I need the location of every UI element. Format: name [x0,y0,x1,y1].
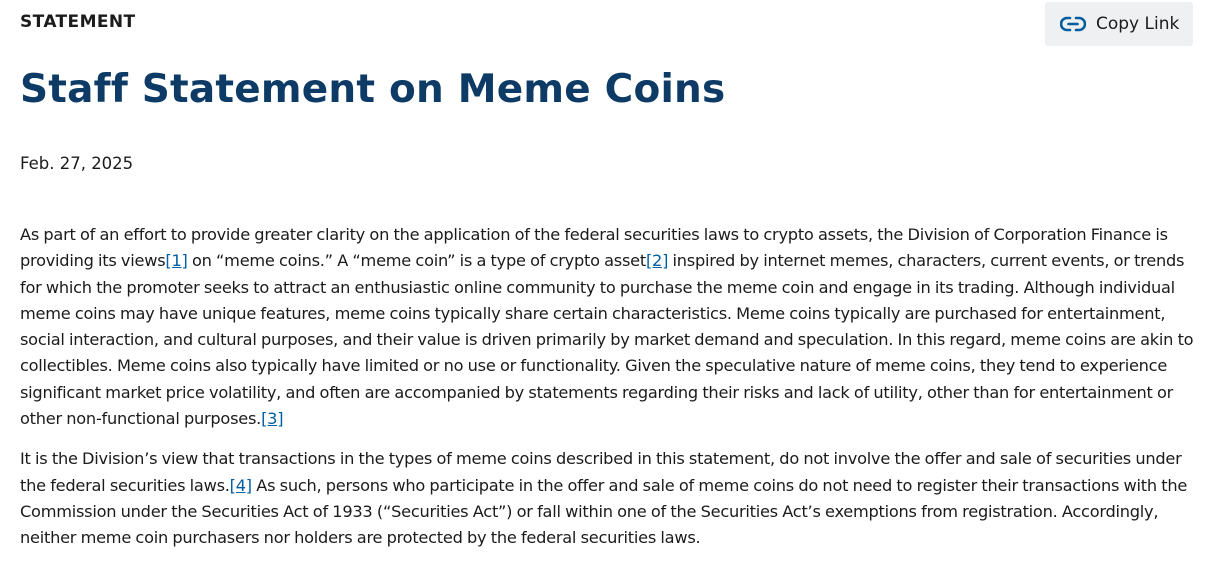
paragraph-1-text-c: inspired by internet memes, characters, current events, or trends for which the promoter seeks to attract an enthusiastic online community to purchase the meme coin and engage in its trading. Although individual meme coins may have unique features, meme coins typically share certain characteristics. Meme coins typically are purchased for entertainment, social interaction, and cultural purposes, and their value is driven primarily by market demand and speculation. In this regard, meme coins are akin to collectibles. Meme coins also typically have limited or no use or functionality. Given the speculative nature of meme coins, they tend to experience significant market price volatility, and often are accompanied by statements regarding their risks and lack of utility, other than for entertainment or other non-functional purposes. [20,251,1194,429]
copy-link-button[interactable] [1045,2,1193,46]
paragraph-1-text-b: on “meme coins.” A “meme coin” is a type of crypto asset [187,251,646,271]
paragraph-1 [20,222,1198,432]
footnote-link-2[interactable]: [2] [645,251,669,271]
copy-link-label: Copy Link [1096,14,1180,34]
footnote-link-4[interactable]: [4] [229,475,252,495]
paragraph-2-text-a: It is the Division’s view that transactions in the types of meme coins described in this statement, do not involve the offer and sale of securities under the federal securities laws. [20,449,1182,495]
footnote-link-3[interactable]: [3] [261,409,284,429]
link-icon [1060,15,1086,33]
content-type-label: STATEMENT [20,12,136,32]
statement-body [20,222,1198,566]
page-title: Staff Statement on Meme Coins [20,67,726,112]
footnote-link-1[interactable]: [1] [165,251,188,271]
paragraph-1-text-a: As part of an effort to provide greater clarity on the application of the federal securities laws to crypto assets, the Division of Corporation Finance is providing its views [20,225,1168,271]
paragraph-2-text-b: As such, persons who participate in the offer and sale of meme coins do not need to register their transactions with the Commission under the Securities Act of 1933 (“Securities Act”) or fall within one of the Securities Act’s exemptions from registration. Accordingly, neither meme coin purchasers nor holders are protected by the federal securities laws. [20,475,1188,548]
publish-date: Feb. 27, 2025 [20,154,134,173]
paragraph-2 [20,446,1198,551]
